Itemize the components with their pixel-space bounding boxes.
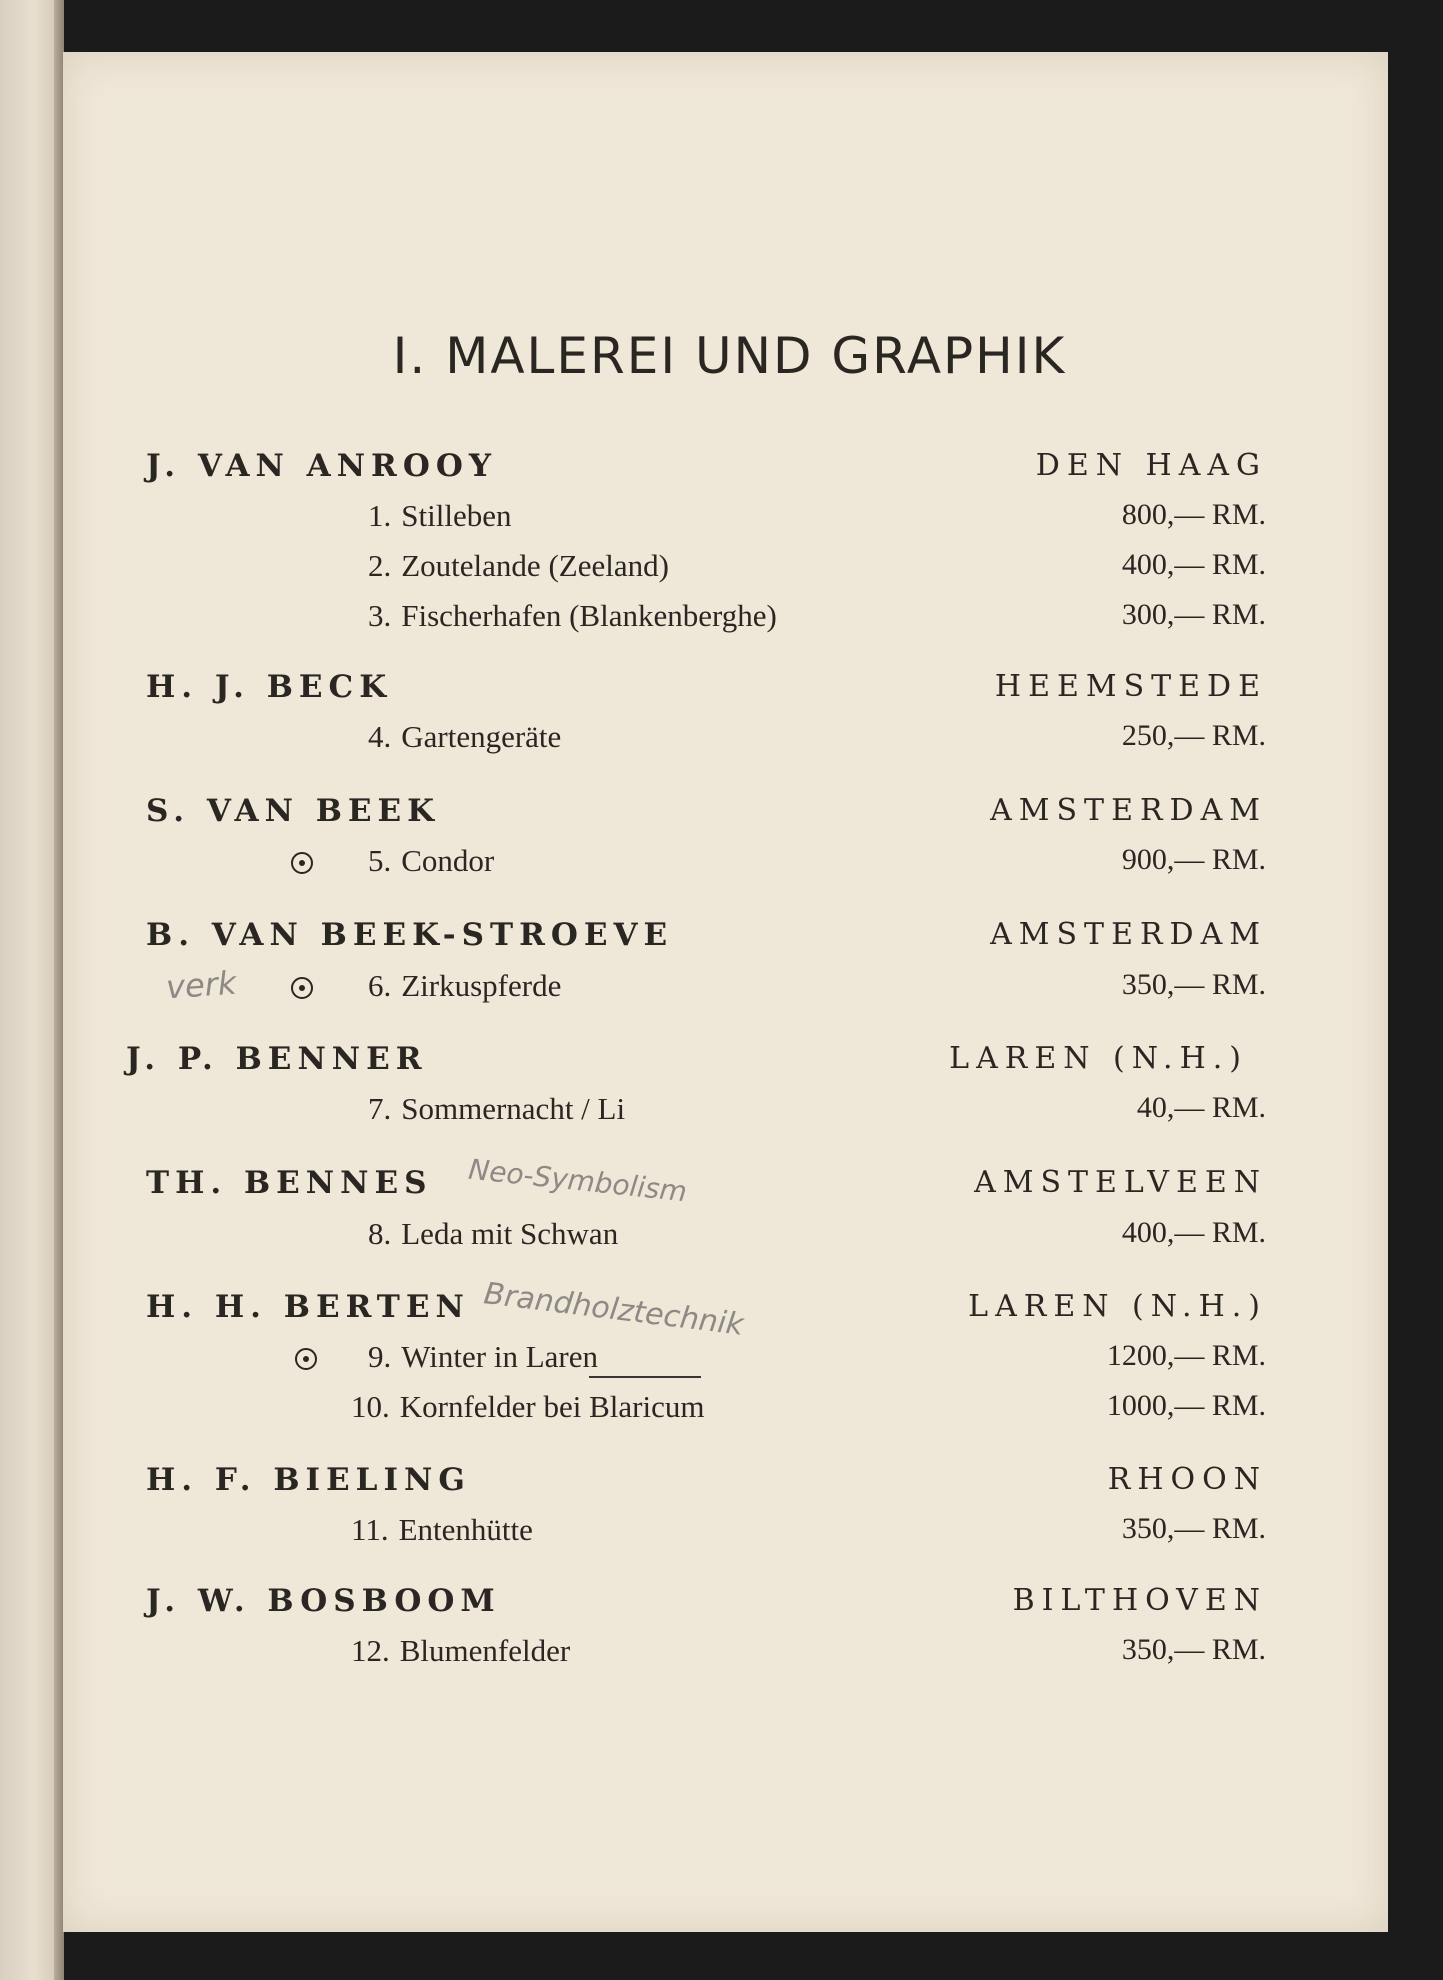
work-number: 8. bbox=[368, 1216, 392, 1251]
pencil-underline bbox=[589, 1376, 701, 1378]
artist-city: LAREN (N.H.) bbox=[968, 1289, 1267, 1324]
work-price: 250,— RM. bbox=[1121, 719, 1266, 752]
artist-city: LAREN (N.H.) bbox=[949, 1041, 1248, 1076]
work-price: 400,— RM. bbox=[1121, 548, 1266, 581]
work-number: 6. bbox=[368, 968, 392, 1003]
artist-name: H. J. BECK bbox=[146, 669, 393, 705]
work-number: 5. bbox=[368, 843, 392, 878]
pencil-annotation: Brandholztechnik bbox=[481, 1276, 746, 1343]
catalog-page bbox=[63, 52, 1388, 1932]
artist-city: DEN HAAG bbox=[1035, 448, 1267, 483]
work-number: 9. bbox=[368, 1339, 392, 1374]
work-price: 300,— RM. bbox=[1121, 598, 1266, 631]
work-name: Zirkuspferde bbox=[401, 968, 562, 1003]
work-name: Kornfelder bei Blaricum bbox=[399, 1389, 705, 1424]
artist-name: H. F. BIELING bbox=[146, 1462, 471, 1498]
work-name: Zoutelande (Zeeland) bbox=[401, 548, 669, 583]
artist-name: H. H. BERTEN bbox=[146, 1289, 470, 1325]
marker-circle-icon bbox=[291, 852, 313, 874]
work-name: Entenhütte bbox=[398, 1512, 533, 1547]
work-price: 350,— RM. bbox=[1121, 968, 1266, 1001]
work-title bbox=[368, 1091, 625, 1127]
artist-city: BILTHOVEN bbox=[1012, 1583, 1267, 1618]
work-name: Winter in Laren bbox=[401, 1339, 598, 1374]
work-number: 7. bbox=[368, 1091, 392, 1126]
work-title bbox=[368, 1339, 598, 1375]
artist-name: J. W. BOSBOOM bbox=[146, 1583, 501, 1619]
work-number: 10. bbox=[351, 1389, 390, 1424]
artist-name: TH. BENNES bbox=[146, 1165, 433, 1201]
artist-city: AMSTERDAM bbox=[990, 917, 1267, 952]
work-price: 1000,— RM. bbox=[1106, 1389, 1266, 1422]
artist-name: J. P. BENNER bbox=[126, 1041, 428, 1077]
work-title bbox=[351, 1512, 533, 1548]
work-number: 12. bbox=[351, 1633, 390, 1668]
work-number: 2. bbox=[368, 548, 392, 583]
work-name: Leda mit Schwan bbox=[401, 1216, 619, 1251]
work-price: 800,— RM. bbox=[1121, 498, 1266, 531]
work-name: Gartengeräte bbox=[401, 719, 562, 754]
work-name: Fischerhafen (Blankenberghe) bbox=[401, 598, 777, 633]
work-title bbox=[368, 719, 561, 755]
marker-circle-icon bbox=[295, 1348, 317, 1370]
artist-city: AMSTELVEEN bbox=[974, 1165, 1267, 1200]
work-price: 350,— RM. bbox=[1121, 1512, 1266, 1545]
work-price: 400,— RM. bbox=[1121, 1216, 1266, 1249]
artist-city: AMSTERDAM bbox=[990, 793, 1267, 828]
work-title bbox=[368, 1216, 618, 1252]
facing-page-edge bbox=[0, 0, 62, 1980]
work-price: 40,— RM. bbox=[1136, 1091, 1266, 1124]
work-title bbox=[368, 598, 777, 634]
work-title bbox=[368, 498, 511, 534]
artist-name: J. VAN ANROOY bbox=[146, 448, 497, 484]
work-number: 1. bbox=[368, 498, 392, 533]
work-price: 350,— RM. bbox=[1121, 1633, 1266, 1666]
work-name: Sommernacht / Li bbox=[401, 1091, 626, 1126]
work-name: Stilleben bbox=[401, 498, 512, 533]
work-number: 3. bbox=[368, 598, 392, 633]
work-number: 4. bbox=[368, 719, 392, 754]
artist-name: S. VAN BEEK bbox=[146, 793, 441, 829]
work-number: 11. bbox=[351, 1512, 389, 1547]
artist-city: HEEMSTEDE bbox=[994, 669, 1267, 704]
marker-circle-icon bbox=[291, 977, 313, 999]
work-price: 900,— RM. bbox=[1121, 843, 1266, 876]
work-name: Condor bbox=[401, 843, 495, 878]
work-title bbox=[368, 968, 561, 1004]
work-title bbox=[368, 843, 494, 879]
work-price: 1200,— RM. bbox=[1106, 1339, 1266, 1372]
artist-name: B. VAN BEEK-STROEVE bbox=[146, 917, 674, 953]
section-title: I. MALEREI UND GRAPHIK bbox=[392, 327, 1067, 385]
pencil-annotation: verk bbox=[164, 963, 238, 1007]
artist-city: RHOON bbox=[1107, 1462, 1267, 1497]
work-title bbox=[351, 1633, 570, 1669]
work-name: Blumenfelder bbox=[399, 1633, 571, 1668]
pencil-annotation: Neo-Symbolism bbox=[466, 1152, 689, 1209]
work-title bbox=[368, 548, 669, 584]
work-title bbox=[351, 1389, 704, 1425]
